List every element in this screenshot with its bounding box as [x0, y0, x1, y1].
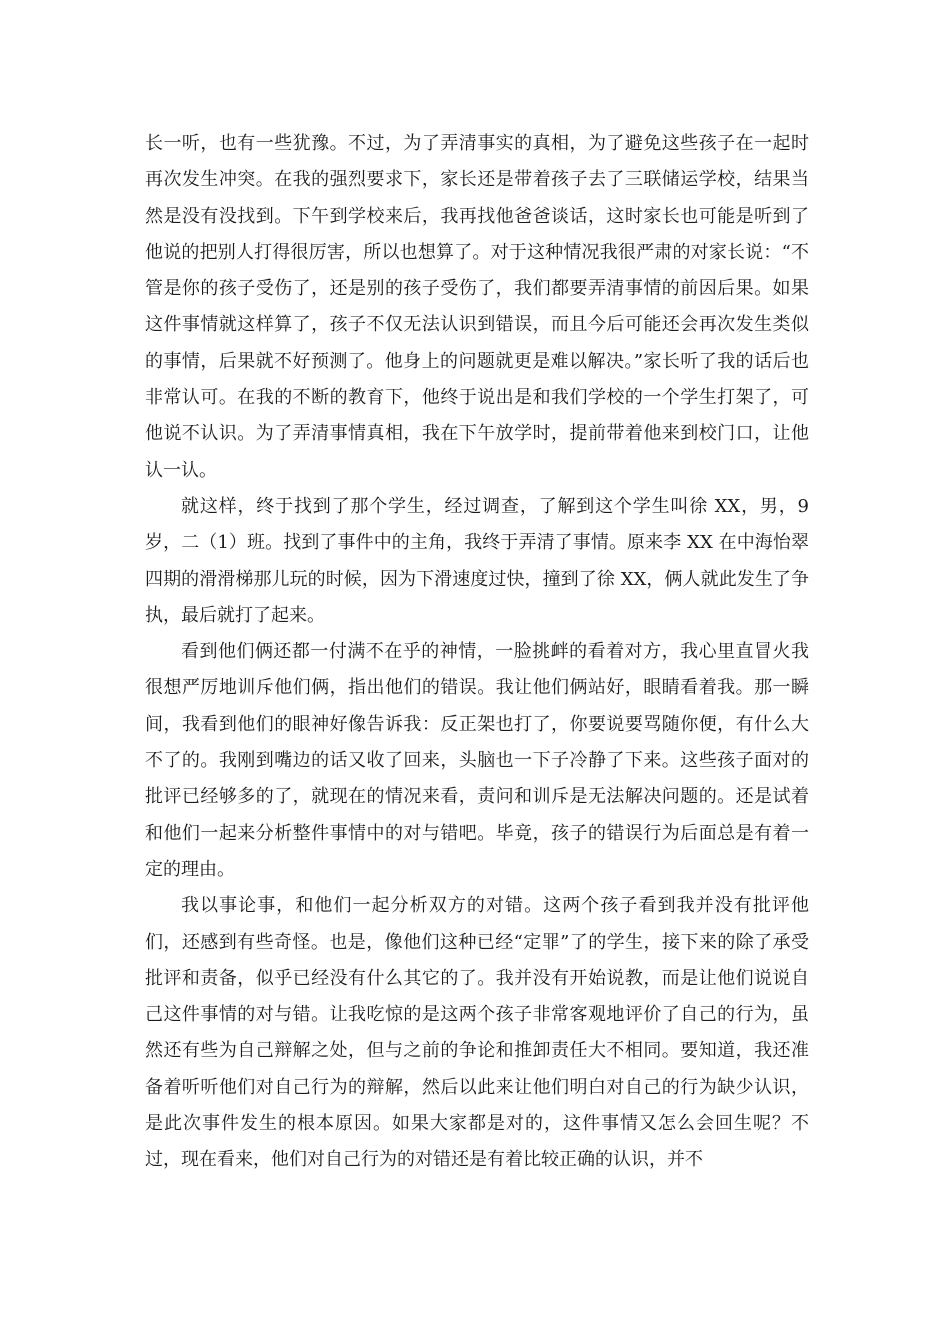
paragraph-1: 长一听，也有一些犹豫。不过，为了弄清事实的真相，为了避免这些孩子在一起时再次发生冲突。在我的强烈要求下，家长还是带着孩子去了三联储运学校，结果当然是没有没找到。下午到学校来后，我再找他爸爸谈话，这时家长也可能是听到了他说的把别人打得很厉害，所以也想算了。对于这种情况我很严肃的对家长说：“不管是你的孩子受伤了，还是别的孩子受伤了，我们都要弄清事情的前因后果。如果这件事情就这样算了，孩子不仅无法认识到错误，而且今后可能还会再次发生类似的事情，后果就不好预测了。他身上的问题就更是难以解决。”家长听了我的话后也非常认可。在我的不断的教育下，他终于说出是和我们学校的一个学生打架了，可他说不认识。为了弄清事情真相，我在下午放学时，提前带着他来到校门口，让他认一认。 — [145, 133, 809, 481]
paragraph-2: 就这样，终于找到了那个学生，经过调查，了解到这个学生叫徐 XX，男，9 岁，二（1）班。找到了事件中的主角，我终于弄清了事情。原来李 XX 在中海怡翠四期的滑滑梯那儿玩的时候，因为下滑速度过快，撞到了徐 XX，俩人就此发生了争执，最后就打了起来。 — [145, 495, 809, 626]
paragraph-3: 看到他们俩还都一付满不在乎的神情，一脸挑衅的看着对方，我心里直冒火我很想严厉地训斥他们俩，指出他们的错误。我让他们俩站好，眼睛看着我。那一瞬间，我看到他们的眼神好像告诉我：反正架也打了，你要说要骂随你便，有什么大不了的。我刚到嘴边的话又收了回来，头脑也一下子冷静了下来。这些孩子面对的批评已经够多的了，就现在的情况来看，责问和训斥是无法解决问题的。还是试着和他们一起来分析整件事情中的对与错吧。毕竟，孩子的错误行为后面总是有着一定的理由。 — [145, 641, 809, 880]
document-body — [145, 126, 809, 1179]
paragraph-4: 我以事论事，和他们一起分析双方的对错。这两个孩子看到我并没有批评他们，还感到有些奇怪。也是，像他们这种已经“定罪”了的学生，接下来的除了承受批评和责备，似乎已经没有什么其它的了。我并没有开始说教，而是让他们说说自己这件事情的对与错。让我吃惊的是这两个孩子非常客观地评价了自己的行为，虽然还有些为自己辩解之处，但与之前的争论和推卸责任大不相同。要知道，我还准备着听听他们对自己行为的辩解，然后以此来让他们明白对自己的行为缺少认识，是此次事件发生的根本原因。如果大家都是对的，这件事情又怎么会回生呢？不过，现在看来，他们对自己行为的对错还是有着比较正确的认识，并不 — [145, 895, 809, 1171]
